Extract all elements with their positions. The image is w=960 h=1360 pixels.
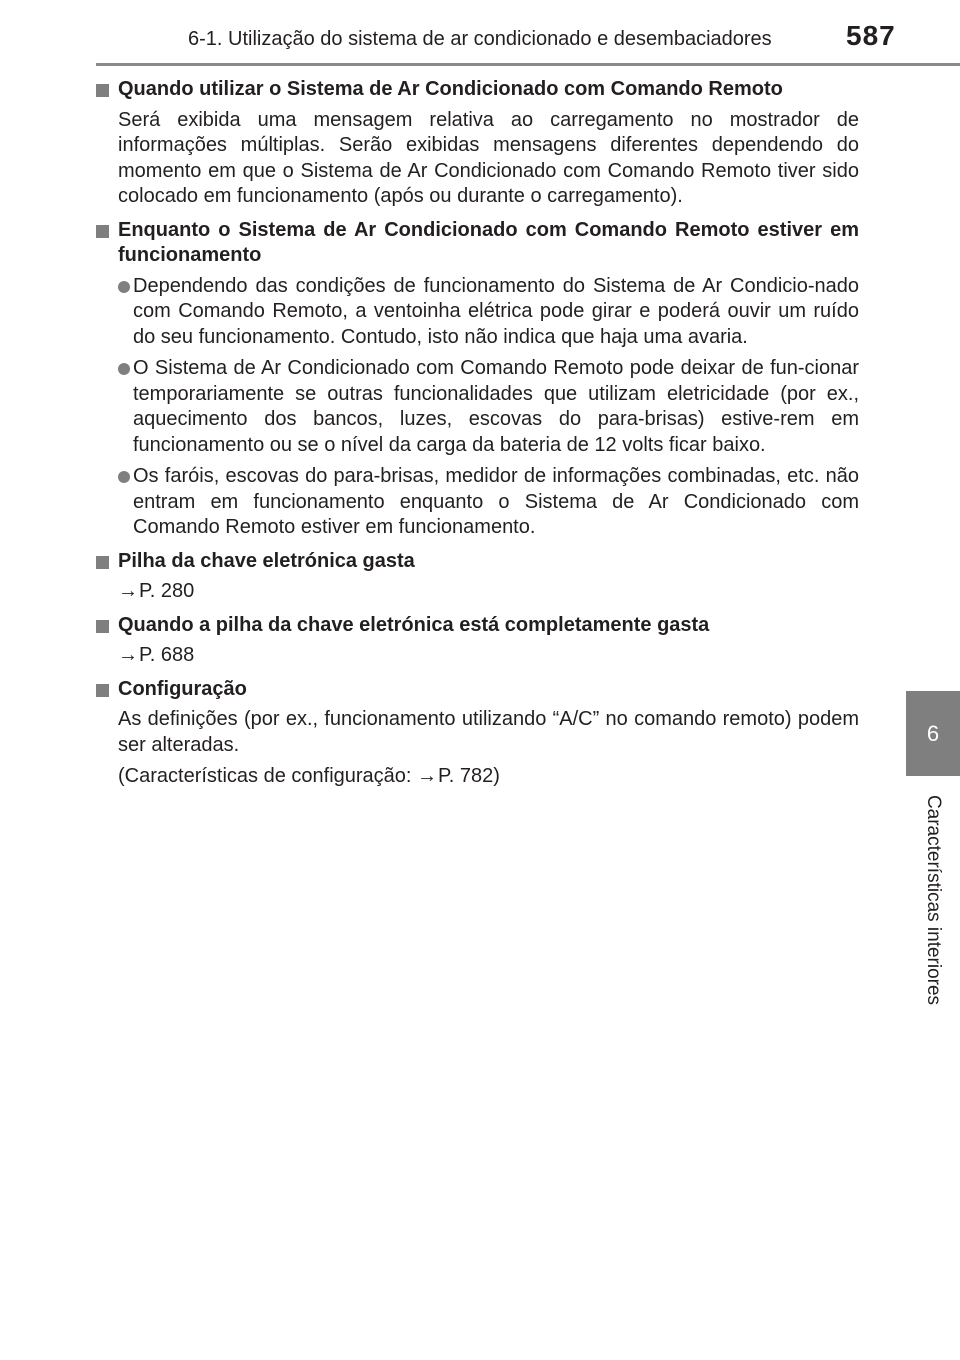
square-bullet-icon [96,84,109,97]
section-paragraph: Será exibida uma mensagem relativa ao carregamento no mostrador de informações múltiplas. Serão exibidas mensagens diferentes dependendo do momento em que o Sistema de Ar Condicionado com Comando Remoto tiver sido colocado em funcionamento (após ou durante o carregamento). [118,108,859,207]
page-reference-text[interactable]: P. 280 [139,580,195,602]
square-bullet-icon [96,620,109,633]
chapter-tab[interactable] [906,691,960,776]
list-item-text: Dependendo das condições de funcionamento do Sistema de Ar Condicio-nado com Comando Remoto, a ventoinha elétrica pode girar e poderá ouvir um ruído do seu funcionamento. Contudo, isto não indica que haja uma avaria. [133,274,859,348]
chapter-label: Características interiores [923,794,944,1006]
section-configuration [96,677,859,790]
circle-bullet-icon [118,281,130,293]
section-heading [96,677,859,703]
right-arrow-icon: → [118,580,138,602]
list-item [118,464,859,541]
section-heading-text: Quando a pilha da chave eletrónica está completamente gasta [118,613,710,636]
section-heading-text: Configuração [118,677,247,700]
square-bullet-icon [96,556,109,569]
section-heading-text: Pilha da chave eletrónica gasta [118,549,415,572]
header-divider [96,63,960,66]
page-reference-text[interactable]: P. 688 [139,644,195,666]
page-reference[interactable] [118,643,859,669]
page-reference[interactable] [118,579,859,605]
right-arrow-icon: → [118,644,138,666]
section-heading-text: Enquanto o Sistema de Ar Condicionado com Comando Remoto estiver em funcionamento [118,218,859,266]
configuration-reference-prefix: (Características de configuração: [118,765,418,787]
right-arrow-icon: → [417,765,438,787]
section-remote-ac-usage [96,77,859,210]
list-item-text: Os faróis, escovas do para-brisas, medidor de informações combinadas, etc. não entram em funcionamento enquanto o Sistema de Ar Condicionado com Comando Remoto estiver em funcionamento. [133,465,859,538]
list-item [118,274,859,351]
square-bullet-icon [96,684,109,697]
section-paragraph: As definições (por ex., funcionamento utilizando “A/C” no comando remoto) podem ser alteradas. [118,708,859,756]
section-heading [96,77,859,103]
section-heading [96,218,859,269]
list-item [118,356,859,458]
configuration-reference [118,764,859,790]
section-remote-ac-operating [96,218,859,541]
chapter-number: 6 [926,720,940,746]
configuration-reference-suffix: ) [493,765,500,787]
page-reference-text[interactable]: P. 782 [438,765,494,787]
section-heading-text: Quando utilizar o Sistema de Ar Condicionado com Comando Remoto [118,78,783,100]
header-title: 6-1. Utilização do sistema de ar condicionado e desembaciadores [188,28,772,50]
page-content [96,77,859,798]
page-number: 587 [846,20,896,51]
section-heading [96,613,859,639]
circle-bullet-icon [118,363,130,375]
square-bullet-icon [96,225,109,238]
list-item-text: O Sistema de Ar Condicionado com Comando Remoto pode deixar de fun-cionar temporariamente se outras funcionalidades que utilizam eletricidade (por ex., aquecimento dos bancos, luzes, escovas do para-brisas) estive-rem em funcionamento ou se o nível da carga da bateria de 12 volts ficar baixo. [133,357,859,456]
circle-bullet-icon [118,471,130,483]
section-key-battery-low [96,549,859,605]
section-key-battery-dead [96,613,859,669]
section-heading [96,549,859,575]
